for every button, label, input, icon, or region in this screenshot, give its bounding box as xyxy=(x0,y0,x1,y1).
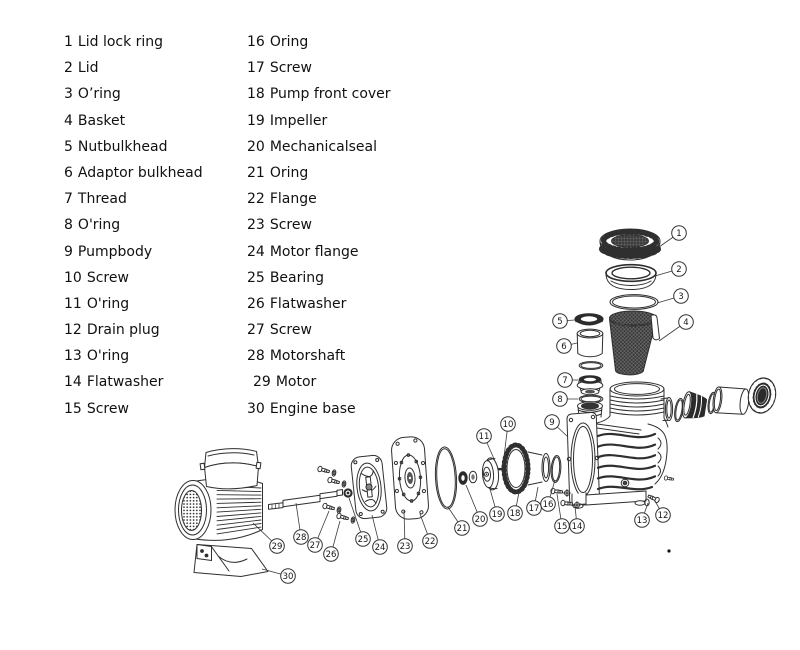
parts-row: 5 Nutbulkhead xyxy=(64,138,168,155)
svg-text:10: 10 xyxy=(502,420,514,430)
svg-text:29: 29 xyxy=(271,542,283,552)
parts-row: 10 Screw xyxy=(64,269,129,286)
callout-12 xyxy=(656,508,671,523)
callout-29 xyxy=(270,539,285,554)
parts-row: 23 Screw xyxy=(247,217,312,234)
callout-16 xyxy=(541,497,556,512)
callout-8 xyxy=(553,392,568,407)
callout-24 xyxy=(373,540,388,555)
callout-7 xyxy=(558,373,573,388)
svg-text:20: 20 xyxy=(474,515,486,525)
svg-text:11: 11 xyxy=(478,432,490,442)
svg-text:23: 23 xyxy=(399,542,411,552)
part-basket xyxy=(610,311,660,375)
parts-row: 19 Impeller xyxy=(247,112,328,129)
part-nut-bulkhead xyxy=(575,314,603,328)
part-motor xyxy=(175,449,263,541)
parts-row: 24 Motor flange xyxy=(247,243,359,260)
callout-21 xyxy=(455,521,470,536)
callout-1 xyxy=(672,226,687,241)
parts-row: 4 Basket xyxy=(64,112,126,129)
parts-row: 16 Oring xyxy=(247,34,309,50)
parts-row: 9 Pumpbody xyxy=(64,243,153,260)
callout-20 xyxy=(473,512,488,527)
callout-5 xyxy=(553,314,568,329)
svg-text:8: 8 xyxy=(557,395,563,405)
svg-text:9: 9 xyxy=(549,418,555,428)
callout-14 xyxy=(570,519,585,534)
part-motor-flange xyxy=(350,455,387,520)
callout-23 xyxy=(398,539,413,554)
part-oring-3 xyxy=(610,295,658,310)
parts-row: 1 Lid lock ring xyxy=(64,34,164,50)
callout-17 xyxy=(527,501,542,516)
parts-row: 22 Flange xyxy=(247,191,317,208)
callout-9 xyxy=(545,415,560,430)
callout-30 xyxy=(281,569,296,584)
svg-text:30: 30 xyxy=(282,572,294,582)
parts-row: 28 Motorshaft xyxy=(247,348,346,365)
part-thread xyxy=(577,376,603,395)
svg-text:2: 2 xyxy=(676,265,682,275)
svg-text:28: 28 xyxy=(295,533,307,543)
parts-row: 12 Drain plug xyxy=(64,322,160,339)
parts-row: 29 Motor xyxy=(253,374,317,391)
callout-28 xyxy=(294,530,309,545)
svg-text:6: 6 xyxy=(561,342,567,352)
svg-text:19: 19 xyxy=(491,510,503,520)
svg-text:3: 3 xyxy=(678,292,684,302)
callout-22 xyxy=(423,534,438,549)
callout-15 xyxy=(555,519,570,534)
part-adaptor-bulkhead xyxy=(577,329,603,357)
parts-row: 21 Oring xyxy=(247,164,309,181)
part-engine-base xyxy=(194,545,268,577)
part-mechanical-seal xyxy=(459,471,477,484)
dot-mark xyxy=(667,549,670,552)
svg-text:27: 27 xyxy=(309,541,321,551)
svg-text:7: 7 xyxy=(562,376,568,386)
callout-3 xyxy=(674,289,689,304)
part-drain-plug xyxy=(645,476,674,506)
callout-4 xyxy=(679,315,694,330)
parts-row: 18 Pump front cover xyxy=(247,86,391,103)
parts-row: 6 Adaptor bulkhead xyxy=(64,164,203,181)
callout-2 xyxy=(672,262,687,277)
callout-13 xyxy=(635,513,650,528)
part-bearing xyxy=(343,488,352,497)
parts-row: 17 Screw xyxy=(247,60,312,77)
callout-10 xyxy=(501,417,516,432)
callout-27 xyxy=(308,538,323,553)
parts-row: 26 Flatwasher xyxy=(247,295,347,312)
part-flange xyxy=(391,436,430,520)
svg-text:5: 5 xyxy=(557,317,563,327)
parts-row: 3 O’ring xyxy=(64,86,121,103)
svg-text:24: 24 xyxy=(374,543,386,553)
part-oring-21 xyxy=(434,446,458,509)
svg-text:16: 16 xyxy=(542,500,554,510)
part-lid xyxy=(606,265,656,290)
parts-row: 30 Engine base xyxy=(247,400,356,417)
callout-19 xyxy=(490,507,505,522)
parts-row: 7 Thread xyxy=(64,191,127,208)
part-oring-16 xyxy=(550,455,561,483)
parts-row: 13 O'ring xyxy=(64,348,130,365)
svg-text:25: 25 xyxy=(357,535,369,545)
part-lid-lock-ring xyxy=(600,229,660,260)
svg-text:17: 17 xyxy=(528,504,540,514)
parts-row: 2 Lid xyxy=(64,60,99,77)
parts-row: 27 Screw xyxy=(247,322,312,339)
svg-text:22: 22 xyxy=(424,537,436,547)
callout-18 xyxy=(508,506,523,521)
svg-text:12: 12 xyxy=(657,511,669,521)
part-discharge-union-stack xyxy=(673,375,779,422)
part-stack-oring xyxy=(579,362,603,370)
parts-row: 11 O'ring xyxy=(64,295,130,312)
svg-text:18: 18 xyxy=(509,509,521,519)
svg-text:26: 26 xyxy=(325,550,337,560)
parts-row: 20 Mechanicalseal xyxy=(247,138,377,155)
part-front-cover xyxy=(503,444,550,494)
part-impeller xyxy=(481,457,499,490)
callout-25 xyxy=(356,532,371,547)
svg-text:21: 21 xyxy=(456,524,468,534)
svg-text:15: 15 xyxy=(556,522,568,532)
parts-row: 8 O'ring xyxy=(64,217,121,234)
parts-row: 25 Bearing xyxy=(247,269,325,286)
svg-text:4: 4 xyxy=(683,318,689,328)
parts-row: 14 Flatwasher xyxy=(64,374,164,391)
svg-text:14: 14 xyxy=(571,522,583,532)
svg-text:13: 13 xyxy=(636,516,648,526)
callout-11 xyxy=(477,429,492,444)
svg-text:1: 1 xyxy=(676,229,682,239)
parts-row: 15 Screw xyxy=(64,400,129,417)
callout-26 xyxy=(324,547,339,562)
callout-6 xyxy=(557,339,572,354)
